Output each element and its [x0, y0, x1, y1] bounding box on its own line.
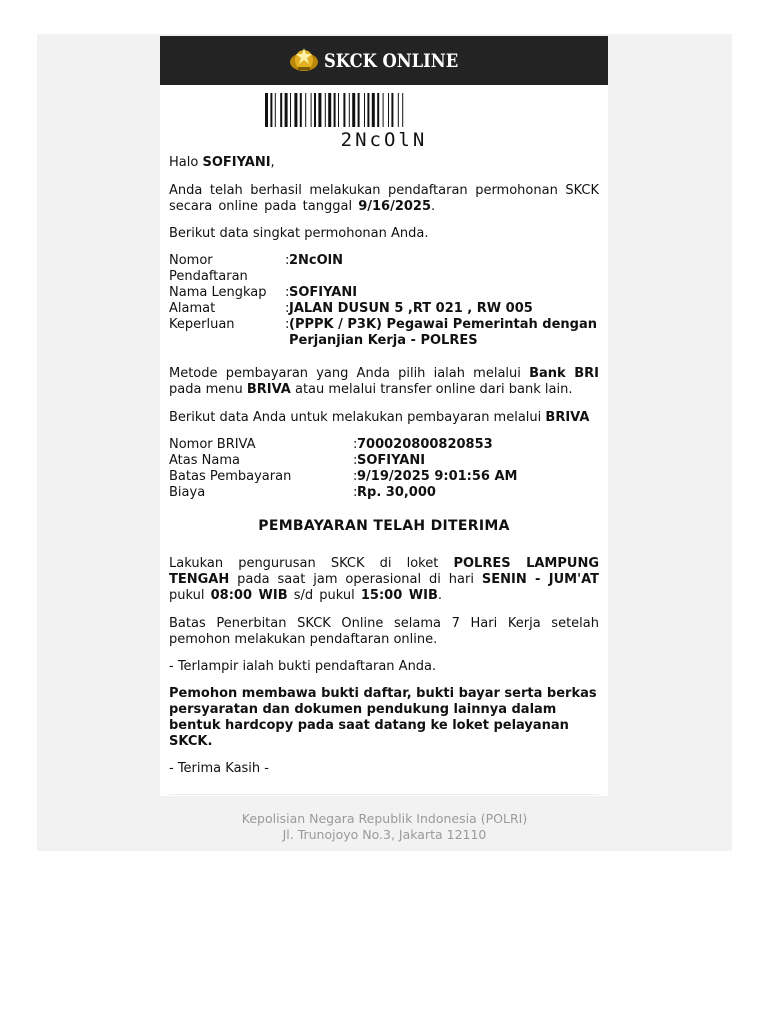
row-label: Keperluan — [169, 317, 235, 332]
greeting-name: SOFIYANI — [202, 155, 271, 170]
attachment-note: - Terlampir ialah bukti pendaftaran Anda. — [169, 659, 437, 674]
footer-address: Jl. Trunojoyo No.3, Jakarta 12110 — [282, 827, 487, 842]
reminder-paragraph: Pemohon membawa bukti daftar, bukti bayar serta berkas persyaratan dan dokumen pendukung lainnya dalam bentuk hardcopy pada saat datang ke loket pelayanan SKCK. — [169, 686, 597, 749]
payment-row: Batas Pembayaran : 9/19/2025 9:01:56 AM — [169, 469, 599, 485]
visit-paragraph: Lakukan pengurusan SKCK di loket POLRES LAMPUNG TENGAH pada saat jam operasional di hari SENIN - JUM'AT pukul 08:00 WIB s/d pukul 15:00 WIB. — [169, 556, 599, 603]
divider — [169, 794, 599, 795]
row-value: 2NcOlN — [289, 253, 344, 268]
row-label: Nomor Pendaftaran — [169, 253, 248, 284]
row-label: Atas Nama — [169, 453, 240, 468]
footer — [37, 811, 732, 843]
registration-date: 9/16/2025 — [358, 199, 432, 214]
greeting: Halo SOFIYANI, — [169, 155, 275, 170]
registration-row: Keperluan : (PPPK / P3K) Pegawai Pemerintah dengan Perjanjian Kerja - POLRES — [169, 317, 598, 348]
logo — [288, 45, 480, 77]
payment-row: Atas Nama : SOFIYANI — [169, 453, 599, 469]
row-label: Batas Pembayaran — [169, 469, 292, 484]
payment-method-paragraph: Metode pembayaran yang Anda pilih ialah melalui Bank BRI pada menu BRIVA atau melalui transfer online dari bank lain. — [169, 366, 599, 397]
row-label: Nomor BRIVA — [169, 437, 256, 452]
police-emblem-icon — [288, 45, 320, 77]
barcode-bars — [265, 93, 505, 127]
payment-row: Nomor BRIVA : 700020800820853 — [169, 437, 599, 453]
barcode-code: 2NcOlN — [340, 129, 428, 151]
payment-table — [169, 437, 599, 501]
briva-number: 700020800820853 — [357, 437, 493, 452]
row-value: SOFIYANI — [357, 453, 426, 468]
intro-paragraph: Anda telah berhasil melakukan pendaftaran permohonan SKCK secara online pada tanggal 9/16/2025. — [169, 183, 599, 214]
header-banner — [160, 36, 608, 85]
row-value: JALAN DUSUN 5 ,RT 021 , RW 005 — [289, 301, 533, 316]
email-outer-background — [37, 34, 732, 851]
row-label: Alamat — [169, 301, 216, 316]
payment-heading: Berikut data Anda untuk melakukan pembayaran melalui BRIVA — [169, 410, 590, 425]
payment-row: Biaya : Rp. 30,000 — [169, 485, 599, 501]
registration-table — [169, 253, 599, 349]
row-value: 9/19/2025 9:01:56 AM — [357, 469, 518, 484]
registration-row: Alamat : JALAN DUSUN 5 ,RT 021 , RW 005 — [169, 301, 599, 317]
closing-text: - Terima Kasih - — [169, 761, 269, 776]
fee-value: Rp. 30,000 — [357, 485, 436, 500]
row-value: (PPPK / P3K) Pegawai Pemerintah dengan Perjanjian Kerja - POLRES — [289, 317, 598, 348]
logo-text: SKCK ONLINE — [324, 49, 459, 72]
row-value: SOFIYANI — [289, 285, 358, 300]
deadline-paragraph: Batas Penerbitan SKCK Online selama 7 Hari Kerja setelah pemohon melakukan pendaftaran online. — [169, 616, 599, 647]
footer-org: Kepolisian Negara Republik Indonesia (POLRI) — [241, 811, 528, 826]
payment-status: PEMBAYARAN TELAH DITERIMA — [258, 518, 510, 534]
email-card — [160, 36, 608, 796]
summary-heading: Berikut data singkat permohonan Anda. — [169, 226, 429, 241]
registration-row: Nama Lengkap : SOFIYANI — [169, 285, 599, 301]
row-label: Biaya — [169, 485, 206, 500]
registration-row: Nomor Pendaftaran : 2NcOlN — [169, 253, 599, 285]
row-label: Nama Lengkap — [169, 285, 267, 300]
barcode — [160, 85, 608, 155]
